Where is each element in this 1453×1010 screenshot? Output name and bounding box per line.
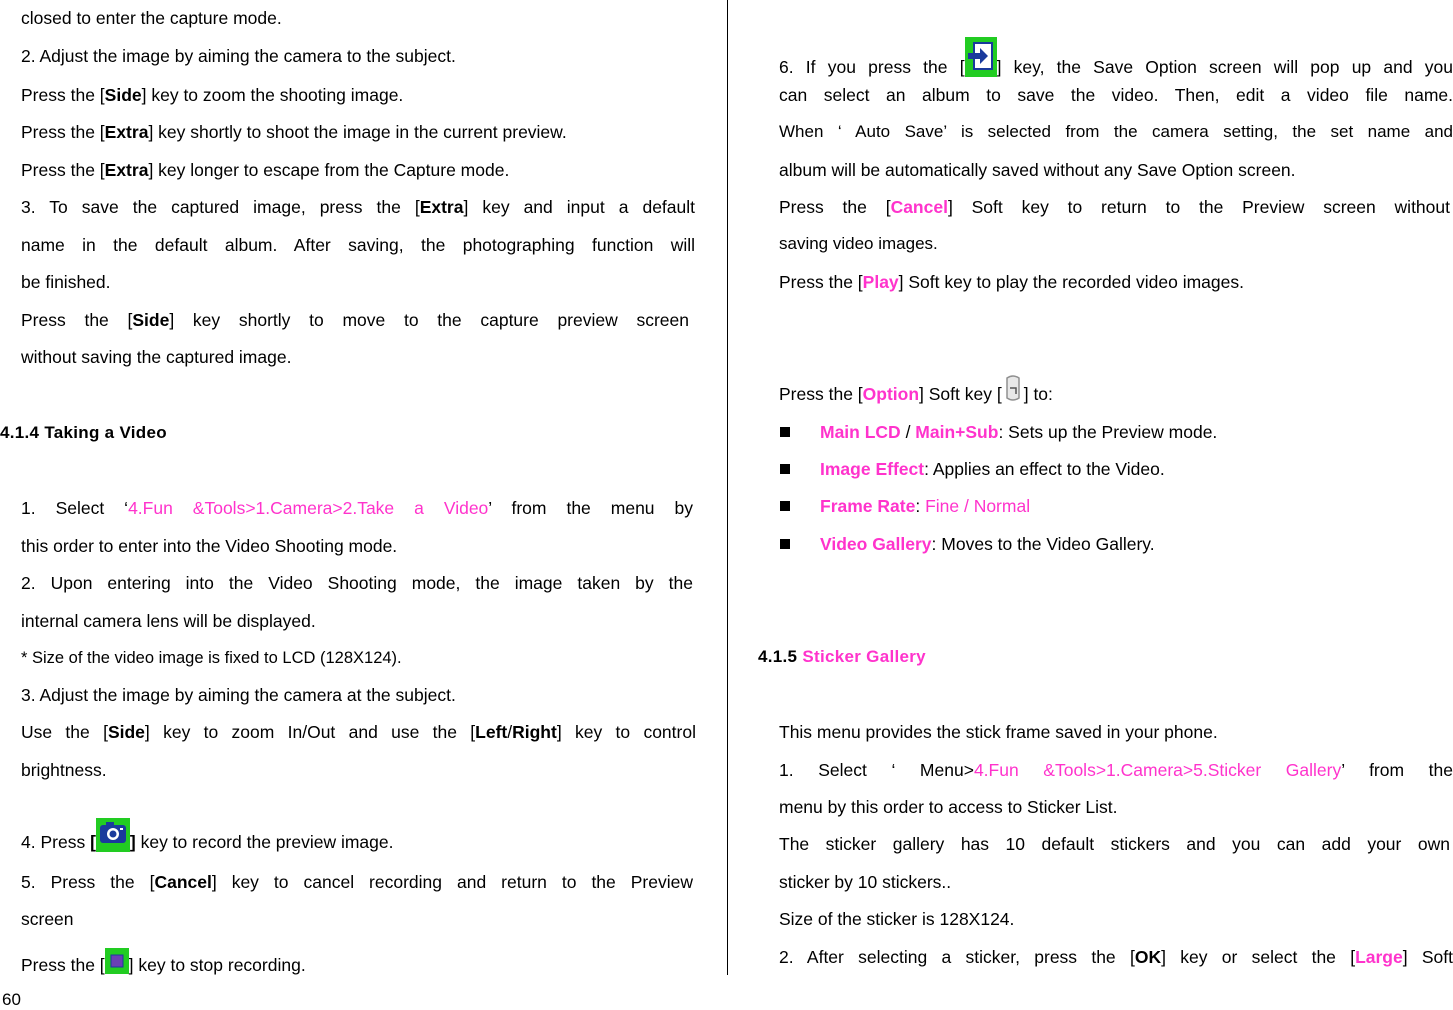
section-heading-4-1-4: 4.1.4 Taking a Video bbox=[0, 423, 167, 442]
option-item-frame-rate: Frame Rate: Fine / Normal bbox=[820, 496, 1031, 516]
video-line-1: 1. Select ‘4.Fun &Tools>1.Camera>2.Take a Video’ from the menu by bbox=[21, 498, 693, 518]
bullet-marker bbox=[780, 539, 790, 549]
video-line-7: Use the [Side] key to zoom In/Out and use the [Left/Right] key to control bbox=[21, 722, 696, 742]
video-line-4: internal camera lens will be displayed. bbox=[21, 611, 316, 631]
right-line-3: When ‘ Auto Save’ is selected from the camera setting, the set name and bbox=[779, 122, 1453, 141]
right-line-6: saving video images. bbox=[779, 234, 938, 253]
column-divider bbox=[727, 0, 728, 975]
video-line-8: brightness. bbox=[21, 760, 107, 780]
sticker-line-2: 1. Select ‘ Menu>4.Fun &Tools>1.Camera>5.Sticker Gallery’ from the bbox=[779, 760, 1453, 780]
left-line-3: Press the [Side] key to zoom the shooting image. bbox=[21, 85, 404, 105]
sticker-line-7: 2. After selecting a sticker, press the [OK] key or select the [Large] Soft bbox=[779, 947, 1453, 967]
page-number: 60 bbox=[2, 990, 21, 1009]
right-line-5: Press the [Cancel] Soft key to return to the Preview screen without bbox=[779, 197, 1450, 217]
option-item-video-gallery: Video Gallery: Moves to the Video Gallery. bbox=[820, 534, 1155, 554]
side-key-label: Side bbox=[132, 310, 170, 330]
sticker-line-6: Size of the sticker is 128X124. bbox=[779, 909, 1015, 929]
option-item-main-lcd: Main LCD / Main+Sub: Sets up the Preview mode. bbox=[820, 422, 1218, 442]
large-softkey-label: Large bbox=[1355, 947, 1403, 967]
cancel-softkey-label: Cancel bbox=[890, 197, 948, 217]
section-heading-4-1-5: 4.1.5 Sticker Gallery bbox=[758, 647, 926, 666]
side-key-label: Side bbox=[107, 722, 145, 742]
right-line-1: 6. If you press the [ ] key, the Save Option screen will pop up and you bbox=[779, 37, 1453, 78]
left-line-2: 2. Adjust the image by aiming the camera to the subject. bbox=[21, 46, 456, 66]
right-key-label: Right bbox=[512, 722, 557, 742]
left-line-4: Press the [Extra] key shortly to shoot the image in the current preview. bbox=[21, 122, 567, 142]
ok-key-label: OK bbox=[1134, 947, 1162, 967]
video-line-9: 4. Press [ ] key to record the preview image. bbox=[21, 818, 393, 853]
play-softkey-label: Play bbox=[862, 272, 899, 292]
option-softkey-label: Option bbox=[862, 384, 920, 404]
menu-path: 4.Fun &Tools>1.Camera>2.Take a Video bbox=[128, 498, 489, 518]
stop-icon bbox=[105, 948, 129, 974]
video-line-12: Press the [ ] key to stop recording. bbox=[21, 948, 306, 976]
video-line-6: 3. Adjust the image by aiming the camera at the subject. bbox=[21, 685, 456, 705]
save-option-icon bbox=[965, 37, 997, 77]
video-line-3: 2. Upon entering into the Video Shooting mode, the image taken by the bbox=[21, 573, 693, 593]
video-line-11: screen bbox=[21, 909, 74, 929]
bullet-marker bbox=[780, 464, 790, 474]
extra-key-label: Extra bbox=[104, 122, 149, 142]
video-line-5: * Size of the video image is fixed to LCD (128X124). bbox=[21, 649, 402, 667]
extra-key-label: Extra bbox=[419, 197, 464, 217]
extra-key-label: Extra bbox=[104, 160, 149, 180]
right-line-4: album will be automatically saved without any Save Option screen. bbox=[779, 160, 1296, 180]
right-line-8: Press the [Option] Soft key [ ] to: bbox=[779, 374, 1053, 405]
softkey-icon bbox=[1002, 374, 1024, 402]
right-line-7: Press the [Play] Soft key to play the recorded video images. bbox=[779, 272, 1244, 292]
menu-path: 4.Fun &Tools>1.Camera>5.Sticker Gallery bbox=[973, 760, 1342, 780]
left-key-label: Left bbox=[475, 722, 508, 742]
sticker-line-4: The sticker gallery has 10 default stickers and you can add your own bbox=[779, 834, 1450, 854]
sticker-line-5: sticker by 10 stickers.. bbox=[779, 872, 952, 892]
left-line-9: Press the [Side] key shortly to move to the capture preview screen bbox=[21, 310, 689, 330]
sticker-line-3: menu by this order to access to Sticker List. bbox=[779, 797, 1118, 817]
left-line-7: name in the default album. After saving, the photographing function will bbox=[21, 235, 695, 255]
left-line-1: closed to enter the capture mode. bbox=[21, 8, 282, 28]
cancel-key-label: Cancel bbox=[154, 872, 212, 892]
left-line-5: Press the [Extra] key longer to escape from the Capture mode. bbox=[21, 160, 510, 180]
left-line-10: without saving the captured image. bbox=[21, 347, 292, 367]
left-line-6: 3. To save the captured image, press the [Extra] key and input a default bbox=[21, 197, 695, 217]
side-key-label: Side bbox=[104, 85, 142, 105]
bullet-marker bbox=[780, 501, 790, 511]
camera-record-icon bbox=[96, 818, 130, 852]
bullet-marker bbox=[780, 427, 790, 437]
video-line-10: 5. Press the [Cancel] key to cancel recording and return to the Preview bbox=[21, 872, 693, 892]
right-line-2: can select an album to save the video. Then, edit a video file name. bbox=[779, 85, 1453, 105]
option-item-image-effect: Image Effect: Applies an effect to the Video. bbox=[820, 459, 1165, 479]
left-line-8: be finished. bbox=[21, 272, 111, 292]
sticker-line-1: This menu provides the stick frame saved in your phone. bbox=[779, 722, 1218, 742]
video-line-2: this order to enter into the Video Shooting mode. bbox=[21, 536, 398, 556]
